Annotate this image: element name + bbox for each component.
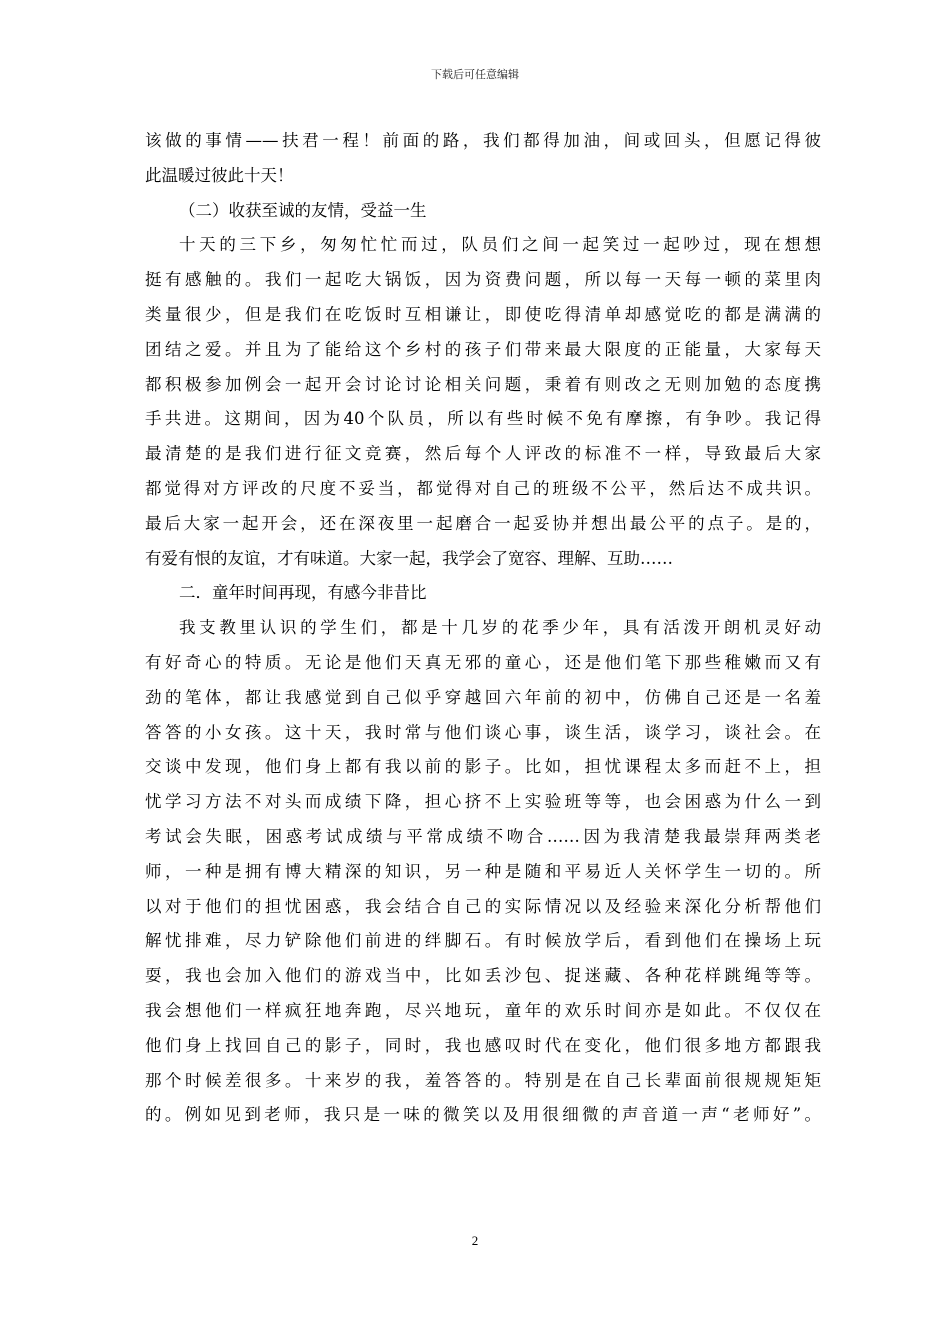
text-line: 那个时候差很多。十来岁的我，羞答答的。特别是在自己长辈面前很规规矩矩	[145, 1070, 821, 1090]
text-line: 师，一种是拥有博大精深的知识，另一种是随和平易近人关怀学生一切的。所	[145, 861, 821, 881]
text-line: 我支教里认识的学生们，都是十几岁的花季少年，具有活泼开朗机灵好动	[179, 618, 821, 638]
text-line: 答答的小女孩。这十天，我时常与他们谈心事，谈生活，谈学习，谈社会。在	[145, 722, 821, 742]
text-line: 都觉得对方评改的尺度不妥当，都觉得对自己的班级不公平，然后达不成共识。	[145, 478, 821, 498]
text-line: 他们身上找回自己的影子，同时，我也感叹时代在变化，他们很多地方都跟我	[145, 1035, 821, 1055]
text-line: 有爱有恨的友谊，才有味道。大家一起，我学会了宽容、理解、互助……	[145, 548, 673, 568]
text-line: 十天的三下乡，匆匆忙忙而过，队员们之间一起笑过一起吵过，现在想想	[179, 235, 821, 255]
text-line: 的。例如见到老师，我只是一味的微笑以及用很细微的声音道一声“老师好”。	[145, 1105, 821, 1125]
text-line: 挺有感触的。我们一起吃大锅饭，因为资费问题，所以每一天每一顿的菜里肉	[145, 270, 821, 290]
text-line: 类量很少，但是我们在吃饭时互相谦让，即使吃得清单却感觉吃的都是满满的	[145, 304, 821, 324]
text-line: 手共进。这期间，因为40个队员，所以有些时候不免有摩擦，有争吵。我记得	[145, 409, 821, 429]
text-line: 有好奇心的特质。无论是他们天真无邪的童心，还是他们笔下那些稚嫩而又有	[145, 652, 821, 672]
document-body	[145, 124, 821, 1133]
text-line: 解忧排难，尽力铲除他们前进的绊脚石。有时候放学后，看到他们在操场上玩	[145, 931, 821, 951]
text-line: 考试会失眠，困惑考试成绩与平常成绩不吻合……因为我清楚我最崇拜两类老	[145, 826, 821, 846]
text-line: 团结之爱。并且为了能给这个乡村的孩子们带来最大限度的正能量，大家每天	[145, 339, 821, 359]
text-line: 该做的事情——扶君一程！前面的路，我们都得加油，间或回头，但愿记得彼	[145, 131, 821, 150]
text-line: 劲的笔体，都让我感觉到自己似乎穿越回六年前的初中，仿佛自己还是一名羞	[145, 687, 821, 707]
text-line: 最后大家一起开会，还在深夜里一起磨合一起妥协并想出最公平的点子。是的，	[145, 513, 821, 533]
text-line: 耍，我也会加入他们的游戏当中，比如丢沙包、捉迷藏、各种花样跳绳等等。	[145, 966, 821, 986]
text-line: 交谈中发现，他们身上都有我以前的影子。比如，担忧课程太多而赶不上，担	[145, 757, 821, 777]
text-line: 忧学习方法不对头而成绩下降，担心挤不上实验班等等，也会困惑为什么一到	[145, 792, 821, 812]
text-line: 都积极参加例会一起开会讨论讨论相关问题，秉着有则改之无则加勉的态度携	[145, 374, 821, 394]
text-line: 最清楚的是我们进行征文竞赛，然后每个人评改的标准不一样，导致最后大家	[145, 444, 821, 464]
text-line: 我会想他们一样疯狂地奔跑，尽兴地玩，童年的欢乐时间亦是如此。不仅仅在	[145, 1000, 821, 1020]
page-header: 下载后可任意编辑	[431, 68, 519, 81]
text-line: （二）收获至诚的友情，受益一生	[179, 200, 427, 220]
page-number: 2	[471, 1233, 479, 1248]
text-line: 此温暖过彼此十天！	[145, 165, 294, 185]
text-line: 以对于他们的担忧困惑，我会结合自己的实际情况以及经验来深化分析帮他们	[145, 896, 821, 916]
text-line: 二．童年时间再现，有感今非昔比	[179, 583, 427, 603]
